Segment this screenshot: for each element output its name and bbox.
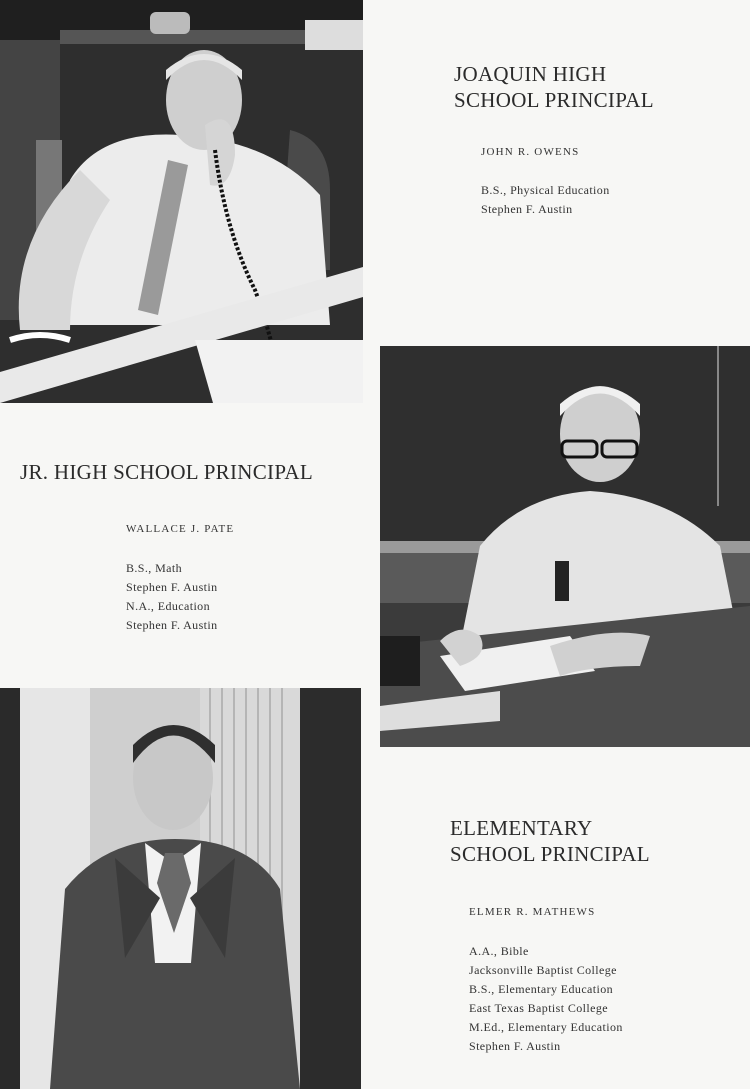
credential-line: A.A., Bible — [469, 944, 529, 958]
heading-line: ELEMENTARY — [450, 816, 593, 840]
elementary-principal-heading — [450, 815, 650, 867]
photo-john-owens — [0, 0, 363, 403]
credential-line: B.S., Math — [126, 561, 183, 575]
credential-line: Stephen F. Austin — [126, 580, 218, 594]
credential-line: Stephen F. Austin — [481, 202, 573, 216]
photo-wallace-pate — [380, 346, 750, 747]
heading-line: SCHOOL PRINCIPAL — [450, 842, 650, 866]
credentials-pate — [126, 559, 218, 635]
credentials-mathews — [469, 942, 623, 1056]
principal-name-pate: WALLACE J. PATE — [126, 523, 235, 535]
photo-elmer-mathews — [0, 688, 361, 1089]
credential-line: Jacksonville Baptist College — [469, 963, 617, 977]
credential-line: B.S., Physical Education — [481, 183, 610, 197]
principal-name-mathews: ELMER R. MATHEWS — [469, 906, 596, 918]
credential-line: M.Ed., Elementary Education — [469, 1020, 623, 1034]
heading-line: SCHOOL PRINCIPAL — [454, 88, 654, 112]
principal-name-owens: JOHN R. OWENS — [481, 146, 580, 158]
joaquin-high-principal-heading — [454, 61, 654, 113]
credential-line: Stephen F. Austin — [469, 1039, 561, 1053]
heading-line: JOAQUIN HIGH — [454, 62, 607, 86]
credentials-owens — [481, 181, 610, 219]
credential-line: N.A., Education — [126, 599, 210, 613]
credential-line: East Texas Baptist College — [469, 1001, 608, 1015]
credential-line: Stephen F. Austin — [126, 618, 218, 632]
credential-line: B.S., Elementary Education — [469, 982, 614, 996]
jr-high-principal-heading: JR. HIGH SCHOOL PRINCIPAL — [20, 460, 313, 484]
